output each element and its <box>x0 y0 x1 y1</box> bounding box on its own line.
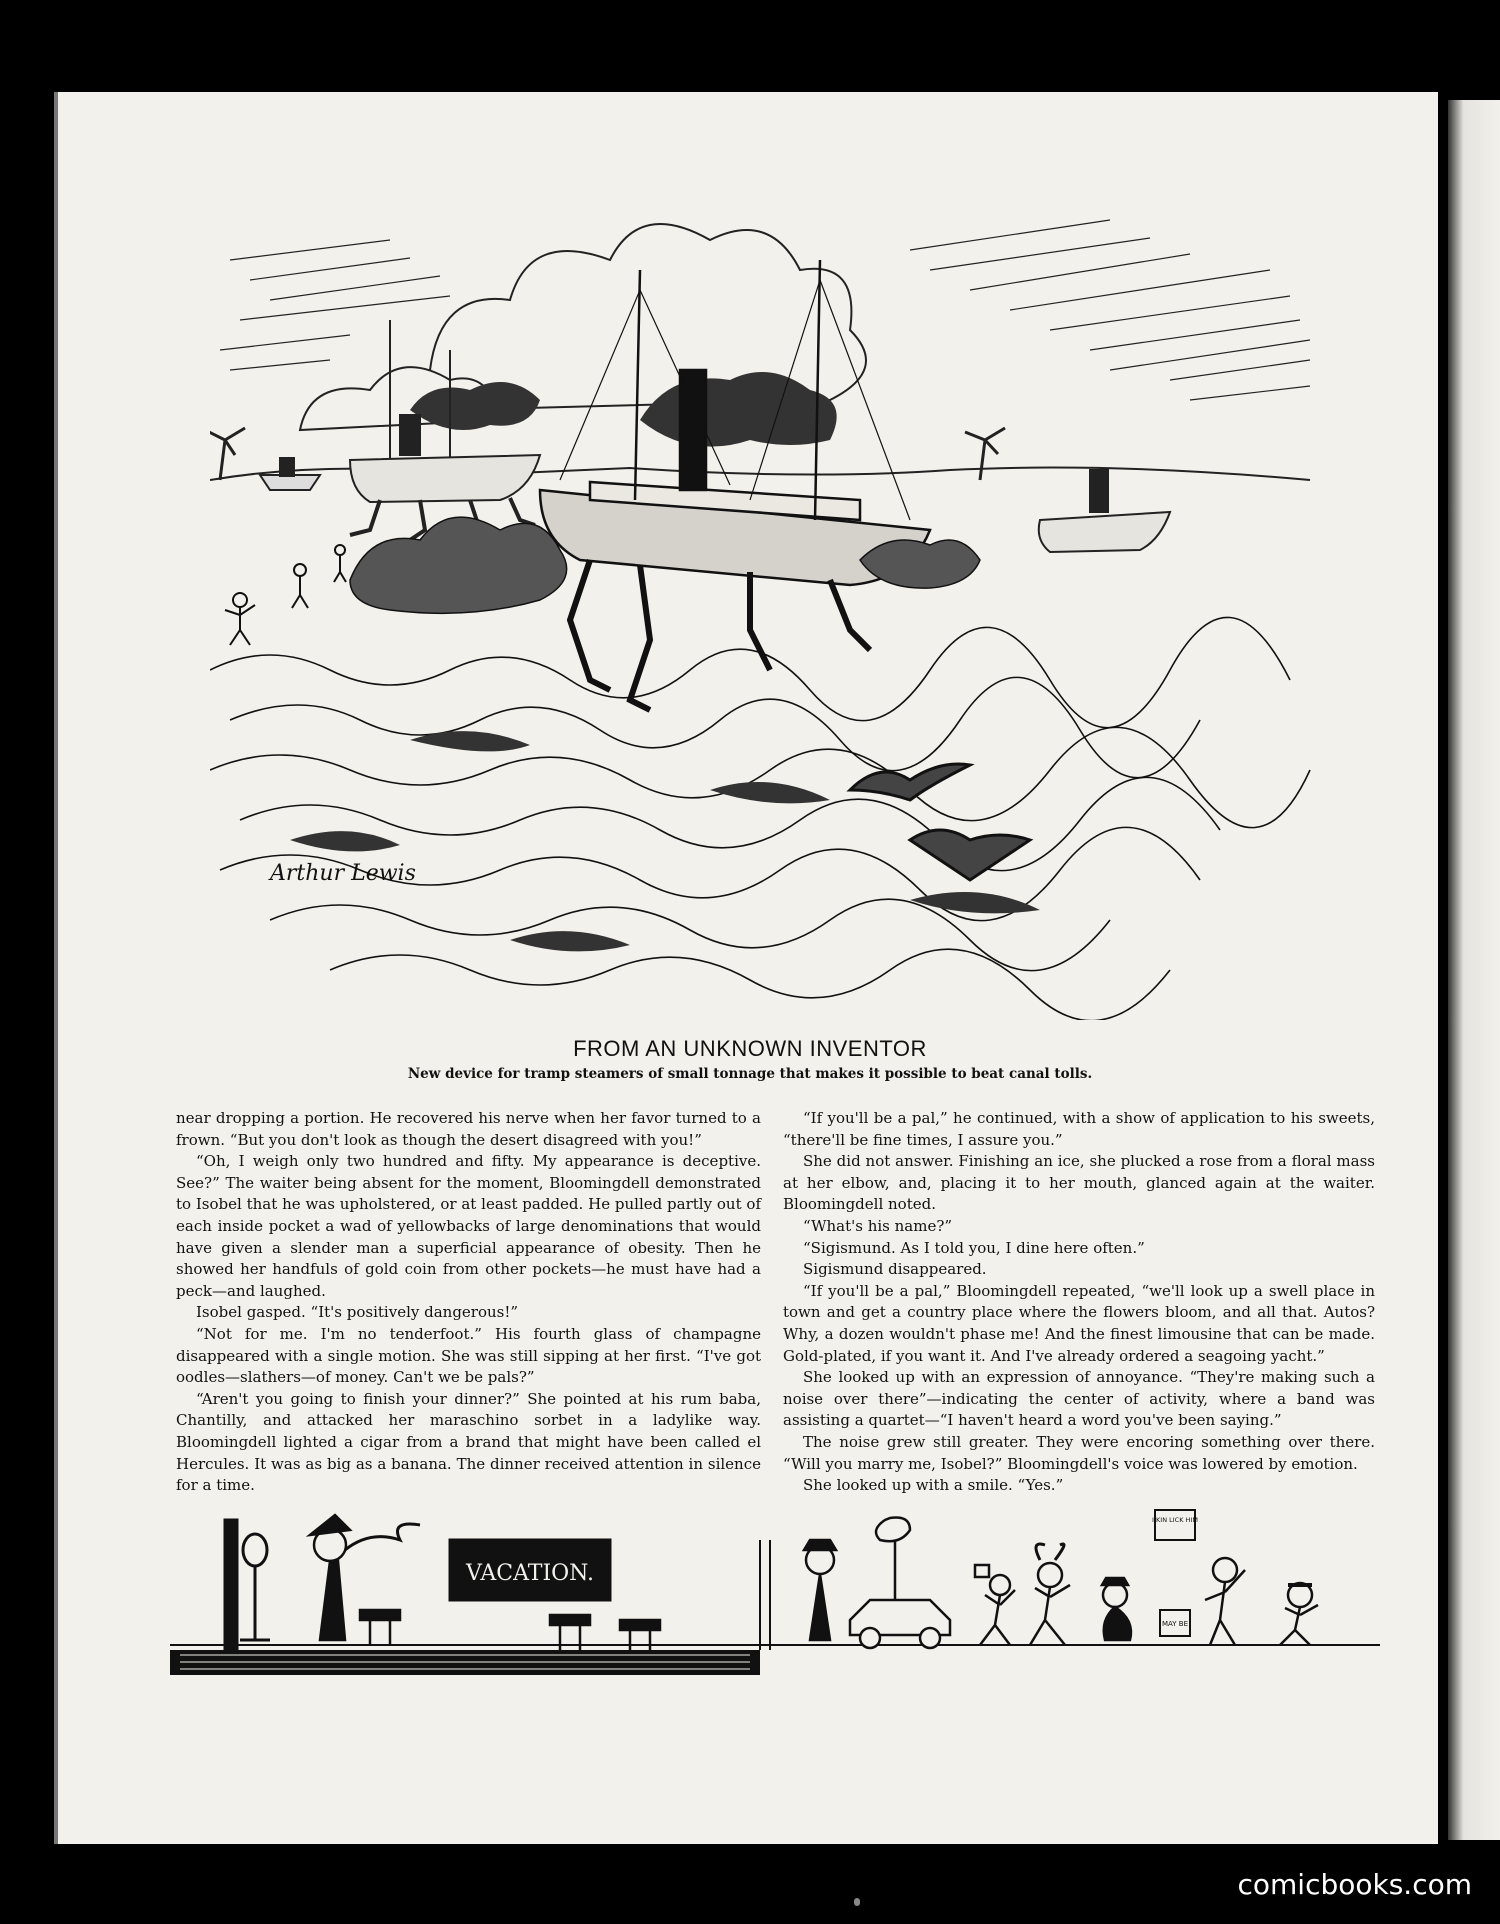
paragraph: “Sigismund. As I told you, I dine here often.” <box>803 1238 1145 1257</box>
paragraph: “If you'll be a pal,” Bloomingdell repeated, “we'll look up a swell place in town and get a country place where the flowers bloom, and all that. Autos? Why, a dozen wouldn't phase me! And the finest limousine that can be made. Gold-plated, if you want it. And I've already ordered a seagoing yacht.” <box>783 1281 1375 1365</box>
paragraph: “What's his name?” <box>803 1216 953 1235</box>
paragraph: “Oh, I weigh only two hundred and fifty. My appearance is deceptive. See?” The waiter being absent for the moment, Bloomingdell demonstrated to Isobel that he was upholstered, or at least padded. He pulled partly out of each inside pocket a wad of yellowbacks of large denominations that would have given a slender man a superficial appearance of obesity. Then he showed her handfuls of gold coin from other pockets—he must have had a peck—and laughed. <box>176 1152 761 1300</box>
next-page-edge <box>1448 100 1500 1840</box>
paragraph: The noise grew still greater. They were encoring something over there. “Will you marry me, Isobel?” Bloomingdell's voice was lowered by emotion. <box>783 1432 1375 1473</box>
illustration-signature: Arthur Lewis <box>270 861 416 886</box>
illustration-drawing <box>210 200 1330 1020</box>
text-column-right <box>783 1108 1375 1497</box>
vacation-comic-strip <box>170 1500 1380 1690</box>
steamer-illustration <box>210 200 1330 1020</box>
paragraph: Isobel gasped. “It's positively dangerous!” <box>196 1303 519 1322</box>
sign-2-text: MAY BE <box>1161 1620 1189 1628</box>
caption-subtitle: New device for tramp steamers of small tonnage that makes it possible to beat canal tolls. <box>407 1066 1093 1082</box>
paragraph: “Not for me. I'm no tenderfoot.” His fourth glass of champagne disappeared with a single motion. She was still sipping at her first. “I've got oodles—slathers—of money. Can't we be pals?” <box>176 1324 761 1387</box>
binding-mark <box>854 1898 860 1906</box>
caption-title: FROM AN UNKNOWN INVENTOR <box>573 1036 927 1061</box>
paragraph: She did not answer. Finishing an ice, she plucked a rose from a floral mass at her elbow, and, placing it to her mouth, glanced again at the waiter. Bloomingdell noted. <box>783 1152 1375 1214</box>
paragraph: “Aren't you going to finish your dinner?” She pointed at his rum baba, Chantilly, and attacked her maraschino sorbet in a ladylike way. Bloomingdell lighted a cigar from a brand that might have been called el Hercules. It was as big as a banana. The dinner received attention in silence for a time. <box>176 1389 761 1495</box>
paragraph: near dropping a portion. He recovered his nerve when her favor turned to a frown. “But you don't look as though the desert disagreed with you!” <box>176 1109 761 1149</box>
paragraph: “If you'll be a pal,” he continued, with a show of application to his sweets, “there'll be fine times, I assure you.” <box>783 1109 1375 1149</box>
site-watermark: comicbooks.com <box>1237 1868 1472 1901</box>
paragraph: Sigismund disappeared. <box>803 1260 987 1279</box>
comic-strip-drawing <box>170 1500 1380 1690</box>
paragraph: She looked up with a smile. “Yes.” <box>803 1476 1064 1495</box>
sign-1-text: I KIN LICK HIM <box>1152 1516 1198 1524</box>
paragraph: She looked up with an expression of annoyance. “They're making such a noise over there”—indicating the center of activity, where a band was assisting a quartet—“I haven't heard a word you've been saying.” <box>783 1368 1375 1430</box>
text-column-left <box>176 1108 761 1497</box>
blackboard-text: VACATION. <box>465 1561 595 1586</box>
